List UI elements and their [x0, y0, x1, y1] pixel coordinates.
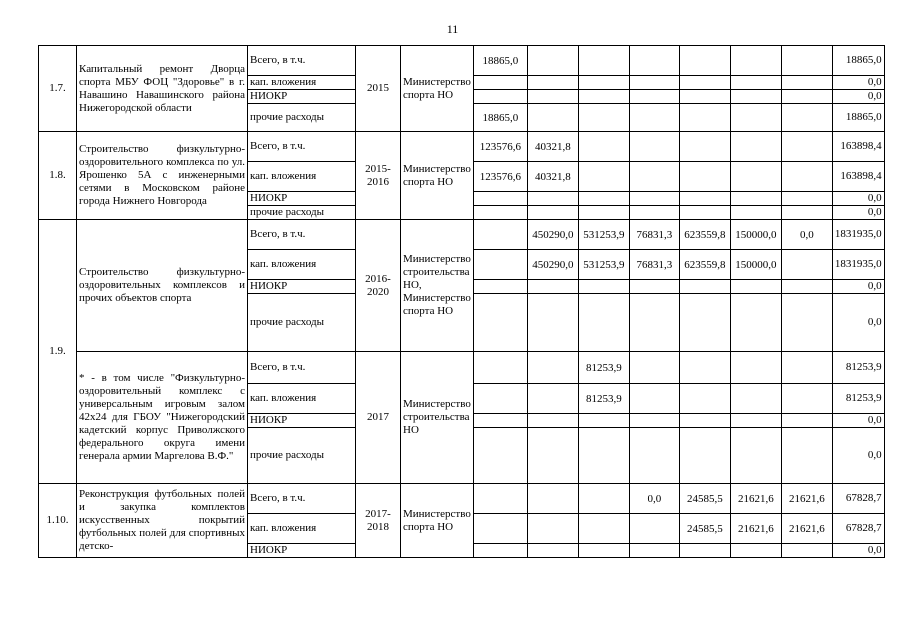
value-cell: 623559,8: [679, 250, 730, 280]
cost-type: кап. вложения: [248, 514, 356, 544]
value-cell: 81253,9: [578, 384, 629, 414]
executor: Министерство спорта НО: [401, 484, 474, 558]
total-cell: 0,0: [832, 280, 884, 294]
total-cell: 1831935,0: [832, 220, 884, 250]
cost-type: Всего, в т.ч.: [248, 46, 356, 76]
cost-type: прочие расходы: [248, 104, 356, 132]
total-cell: 67828,7: [832, 484, 884, 514]
value-cell: 40321,8: [527, 132, 578, 162]
total-cell: 0,0: [832, 90, 884, 104]
table-row: [39, 484, 885, 514]
executor: Министерство спорта НО: [401, 46, 474, 132]
value-cell: 18865,0: [473, 104, 527, 132]
value-cell: 76831,3: [629, 250, 679, 280]
total-cell: 0,0: [832, 544, 884, 558]
total-cell: 0,0: [832, 294, 884, 352]
total-cell: 0,0: [832, 414, 884, 428]
cost-type: прочие расходы: [248, 294, 356, 352]
period: 2017: [356, 352, 401, 484]
period: 2017-2018: [356, 484, 401, 558]
value-cell: 24585,5: [679, 514, 730, 544]
value-cell: 450290,0: [527, 220, 578, 250]
cost-type: кап. вложения: [248, 250, 356, 280]
cost-type: Всего, в т.ч.: [248, 352, 356, 384]
total-cell: 1831935,0: [832, 250, 884, 280]
period: 2016-2020: [356, 220, 401, 352]
row-number: 1.8.: [39, 132, 77, 220]
cost-type: НИОКР: [248, 414, 356, 428]
value-cell: 24585,5: [679, 484, 730, 514]
cost-type: кап. вложения: [248, 76, 356, 90]
total-cell: 18865,0: [832, 46, 884, 76]
cost-type: Всего, в т.ч.: [248, 132, 356, 162]
total-cell: 163898,4: [832, 162, 884, 192]
value-cell: 21621,6: [781, 514, 832, 544]
total-cell: 81253,9: [832, 352, 884, 384]
cost-type: НИОКР: [248, 192, 356, 206]
total-cell: 81253,9: [832, 384, 884, 414]
total-cell: 67828,7: [832, 514, 884, 544]
value-cell: 150000,0: [730, 250, 781, 280]
value-cell: 21621,6: [730, 514, 781, 544]
value-cell: 21621,6: [730, 484, 781, 514]
project-name: Капитальный ремонт Дворца спорта МБУ ФОЦ "Здоровье" в г. Навашино Навашинского района Нижегородской области: [77, 46, 248, 132]
cost-type: прочие расходы: [248, 428, 356, 484]
cost-type: НИОКР: [248, 544, 356, 558]
program-table: [38, 45, 885, 558]
value-cell: 150000,0: [730, 220, 781, 250]
table-row: [39, 46, 885, 76]
cost-type: кап. вложения: [248, 162, 356, 192]
executor: Министерство строительства НО, Министерство спорта НО: [401, 220, 474, 352]
executor: Министерство спорта НО: [401, 132, 474, 220]
cost-type: Всего, в т.ч.: [248, 220, 356, 250]
period: 2015: [356, 46, 401, 132]
row-number: 1.10.: [39, 484, 77, 558]
cost-type: прочие расходы: [248, 206, 356, 220]
value-cell: 450290,0: [527, 250, 578, 280]
total-cell: 0,0: [832, 76, 884, 90]
project-name: Строительство физкультурно-оздоровительных комплексов и прочих объектов спорта: [77, 220, 248, 352]
value-cell: 531253,9: [578, 220, 629, 250]
total-cell: 163898,4: [832, 132, 884, 162]
project-name: Реконструкция футбольных полей и закупка комплектов искусственных покрытий футбольных полей для спортивных детско-: [77, 484, 248, 558]
project-subname: * - в том числе "Физкультурно-оздоровительный комплекс с универсальным игровым залом 42х24 для ГБОУ "Нижегородский кадетский корпус Приволжского федерального округа имени генерала армии Маргелова В.Ф.": [77, 352, 248, 484]
value-cell: 40321,8: [527, 162, 578, 192]
table-row: [39, 132, 885, 162]
row-number: 1.7.: [39, 46, 77, 132]
cost-type: Всего, в т.ч.: [248, 484, 356, 514]
total-cell: 0,0: [832, 192, 884, 206]
value-cell: 123576,6: [473, 132, 527, 162]
value-cell: 81253,9: [578, 352, 629, 384]
row-number: 1.9.: [39, 220, 77, 484]
table-row: [39, 352, 885, 384]
total-cell: 0,0: [832, 428, 884, 484]
value-cell: 21621,6: [781, 484, 832, 514]
project-name: Строительство физкультурно-оздоровительного комплекса по ул. Ярошенко 5А с инженерными сетями в Московском районе города Нижнего Новгорода: [77, 132, 248, 220]
cost-type: НИОКР: [248, 90, 356, 104]
value-cell: 0,0: [781, 220, 832, 250]
value-cell: 531253,9: [578, 250, 629, 280]
value-cell: 623559,8: [679, 220, 730, 250]
value-cell: 123576,6: [473, 162, 527, 192]
table-row: [39, 220, 885, 250]
total-cell: 0,0: [832, 206, 884, 220]
value-cell: 76831,3: [629, 220, 679, 250]
cost-type: кап. вложения: [248, 384, 356, 414]
total-cell: 18865,0: [832, 104, 884, 132]
cost-type: НИОКР: [248, 280, 356, 294]
page-number: 11: [446, 22, 459, 36]
period: 2015-2016: [356, 132, 401, 220]
executor: Министерство строительства НО: [401, 352, 474, 484]
value-cell: 18865,0: [473, 46, 527, 76]
value-cell: 0,0: [629, 484, 679, 514]
